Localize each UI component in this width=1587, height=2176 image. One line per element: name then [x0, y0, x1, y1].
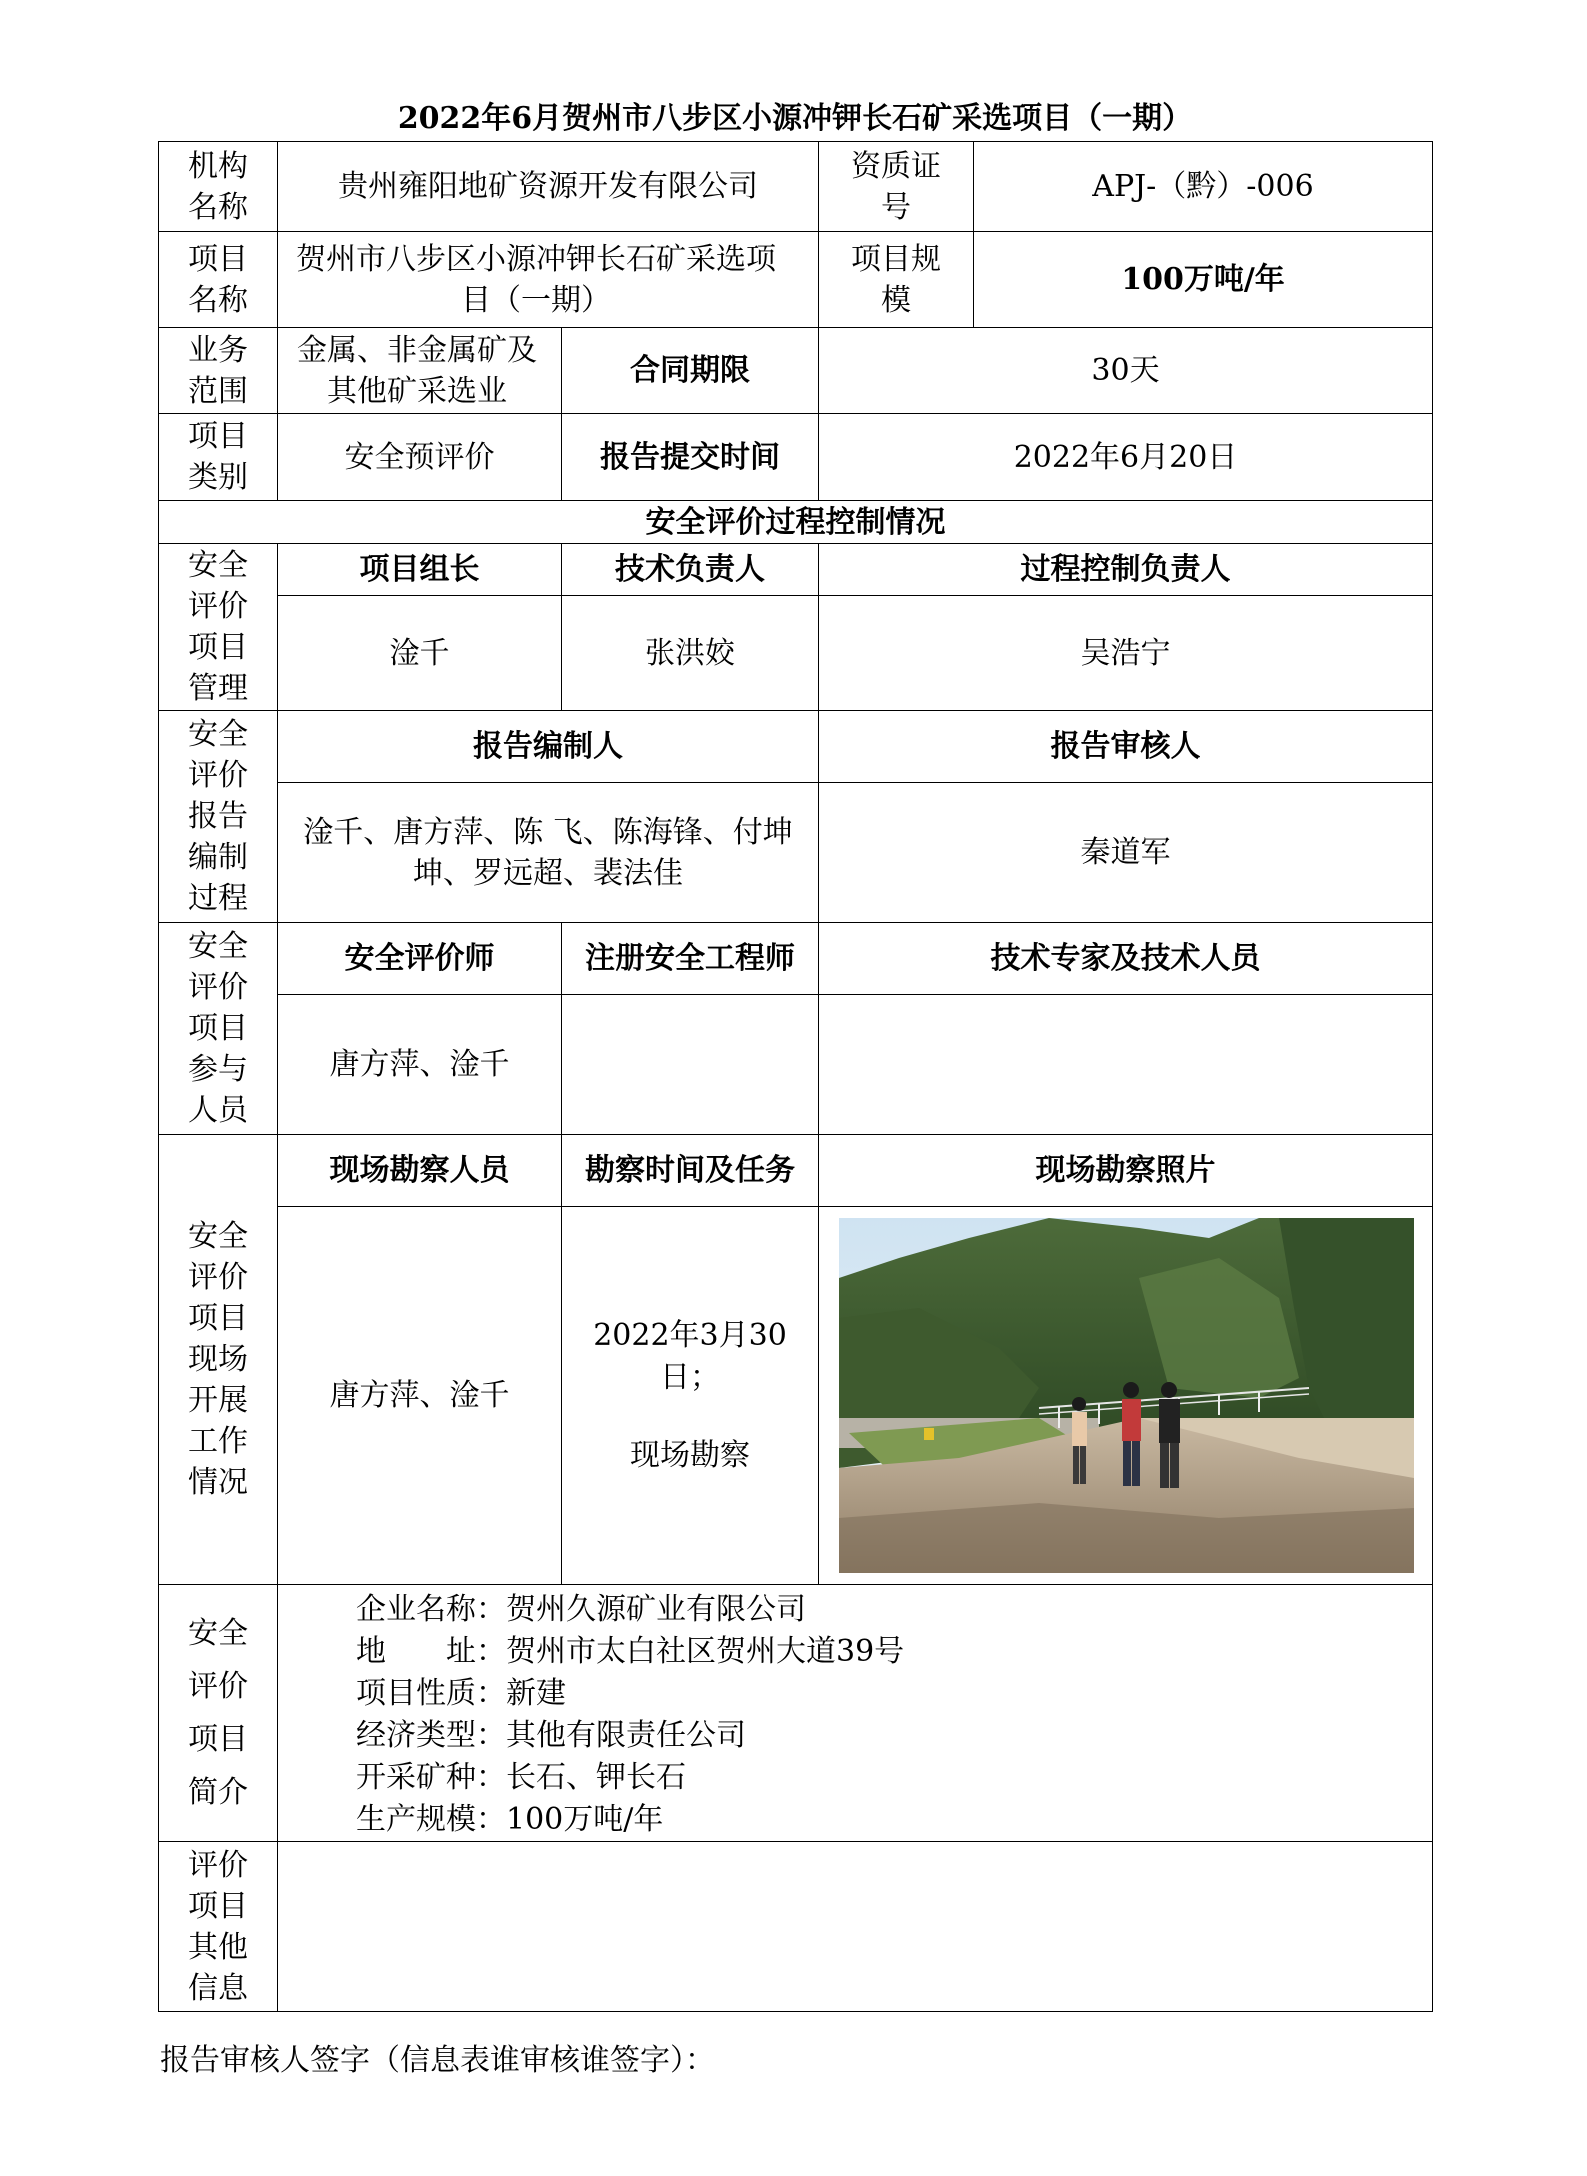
row-type [159, 414, 1433, 501]
scale-label: 项目规模 [819, 232, 974, 328]
row-management-head [159, 544, 1433, 596]
management-col1: 项目组长 [278, 544, 562, 596]
management-col2: 技术负责人 [562, 544, 819, 596]
intro-line-economy: 经济类型：其他有限责任公司 [356, 1718, 746, 1753]
site-photo [839, 1218, 1414, 1573]
term-value: 30天 [819, 328, 1433, 414]
management-val2: 张洪姣 [562, 596, 819, 711]
intro-line-address: 地 址：贺州市太白社区贺州大道39号 [356, 1634, 905, 1669]
row-org [159, 142, 1433, 232]
compile-val2: 秦道军 [819, 783, 1433, 923]
compile-col1: 报告编制人 [278, 711, 819, 783]
type-label: 项目类别 [159, 414, 278, 501]
compile-col2: 报告审核人 [819, 711, 1433, 783]
row-intro [159, 1585, 1433, 1842]
other-label: 评价项目其他信息 [159, 1842, 278, 2012]
compile-val1: 淦千、唐方萍、陈 飞、陈海锋、付坤坤、罗远超、裴法佳 [278, 783, 819, 923]
term-label: 合同期限 [562, 328, 819, 414]
submit-value: 2022年6月20日 [819, 414, 1433, 501]
site-photo-cell [819, 1207, 1433, 1585]
site-label: 安全评价项目现场开展工作情况 [159, 1135, 278, 1585]
intro-line-company: 企业名称：贺州久源矿业有限公司 [356, 1592, 806, 1627]
row-business [159, 328, 1433, 414]
site-task: 现场勘察 [630, 1438, 750, 1473]
intro-line-mineral: 开采矿种：长石、钾长石 [356, 1760, 686, 1795]
site-val1: 唐方萍、淦千 [278, 1207, 562, 1585]
row-compile-head [159, 711, 1433, 783]
intro-label: 安全评价项目简介 [159, 1585, 278, 1842]
row-participants-values [159, 995, 1433, 1135]
site-val2 [562, 1207, 819, 1585]
management-val1: 淦千 [278, 596, 562, 711]
process-header: 安全评价过程控制情况 [159, 501, 1433, 544]
cert-label: 资质证号 [819, 142, 974, 232]
intro-line-nature: 项目性质：新建 [356, 1676, 566, 1711]
org-value: 贵州雍阳地矿资源开发有限公司 [278, 142, 819, 232]
row-project [159, 232, 1433, 328]
row-site-values [159, 1207, 1433, 1585]
row-participants-head [159, 923, 1433, 995]
management-val3: 吴浩宁 [819, 596, 1433, 711]
cert-value: APJ-（黔）-006 [974, 142, 1433, 232]
row-process-header [159, 501, 1433, 544]
participants-col3: 技术专家及技术人员 [819, 923, 1433, 995]
submit-label: 报告提交时间 [562, 414, 819, 501]
participants-col1: 安全评价师 [278, 923, 562, 995]
intro-line-scale: 生产规模：100万吨/年 [356, 1802, 664, 1837]
row-management-values [159, 596, 1433, 711]
info-table [158, 141, 1433, 2012]
intro-content [278, 1585, 1433, 1842]
document-title: 2022年6月贺州市八步区小源冲钾长石矿采选项目（一期） [397, 101, 1193, 136]
biz-label: 业务范围 [159, 328, 278, 414]
org-label: 机构名称 [159, 142, 278, 232]
compile-label: 安全评价报告编制过程 [159, 711, 278, 923]
scale-value: 100万吨/年 [974, 232, 1433, 328]
participants-val1: 唐方萍、淦千 [278, 995, 562, 1135]
biz-value: 金属、非金属矿及其他矿采选业 [278, 328, 562, 414]
row-site-head [159, 1135, 1433, 1207]
site-date: 2022年3月30日； [593, 1318, 787, 1395]
type-value: 安全预评价 [278, 414, 562, 501]
participants-label: 安全评价项目参与人员 [159, 923, 278, 1135]
row-compile-values [159, 783, 1433, 923]
participants-val2 [562, 995, 819, 1135]
management-col3: 过程控制负责人 [819, 544, 1433, 596]
site-col3: 现场勘察照片 [819, 1135, 1433, 1207]
proj-label: 项目名称 [159, 232, 278, 328]
site-col1: 现场勘察人员 [278, 1135, 562, 1207]
reviewer-signature-line: 报告审核人签字（信息表谁审核谁签字）： [160, 2043, 715, 2078]
site-col2: 勘察时间及任务 [562, 1135, 819, 1207]
row-other [159, 1842, 1433, 2012]
proj-value: 贺州市八步区小源冲钾长石矿采选项目（一期） [278, 232, 819, 328]
participants-val3 [819, 995, 1433, 1135]
other-value [278, 1842, 1433, 2012]
participants-col2: 注册安全工程师 [562, 923, 819, 995]
management-label: 安全评价项目管理 [159, 544, 278, 711]
